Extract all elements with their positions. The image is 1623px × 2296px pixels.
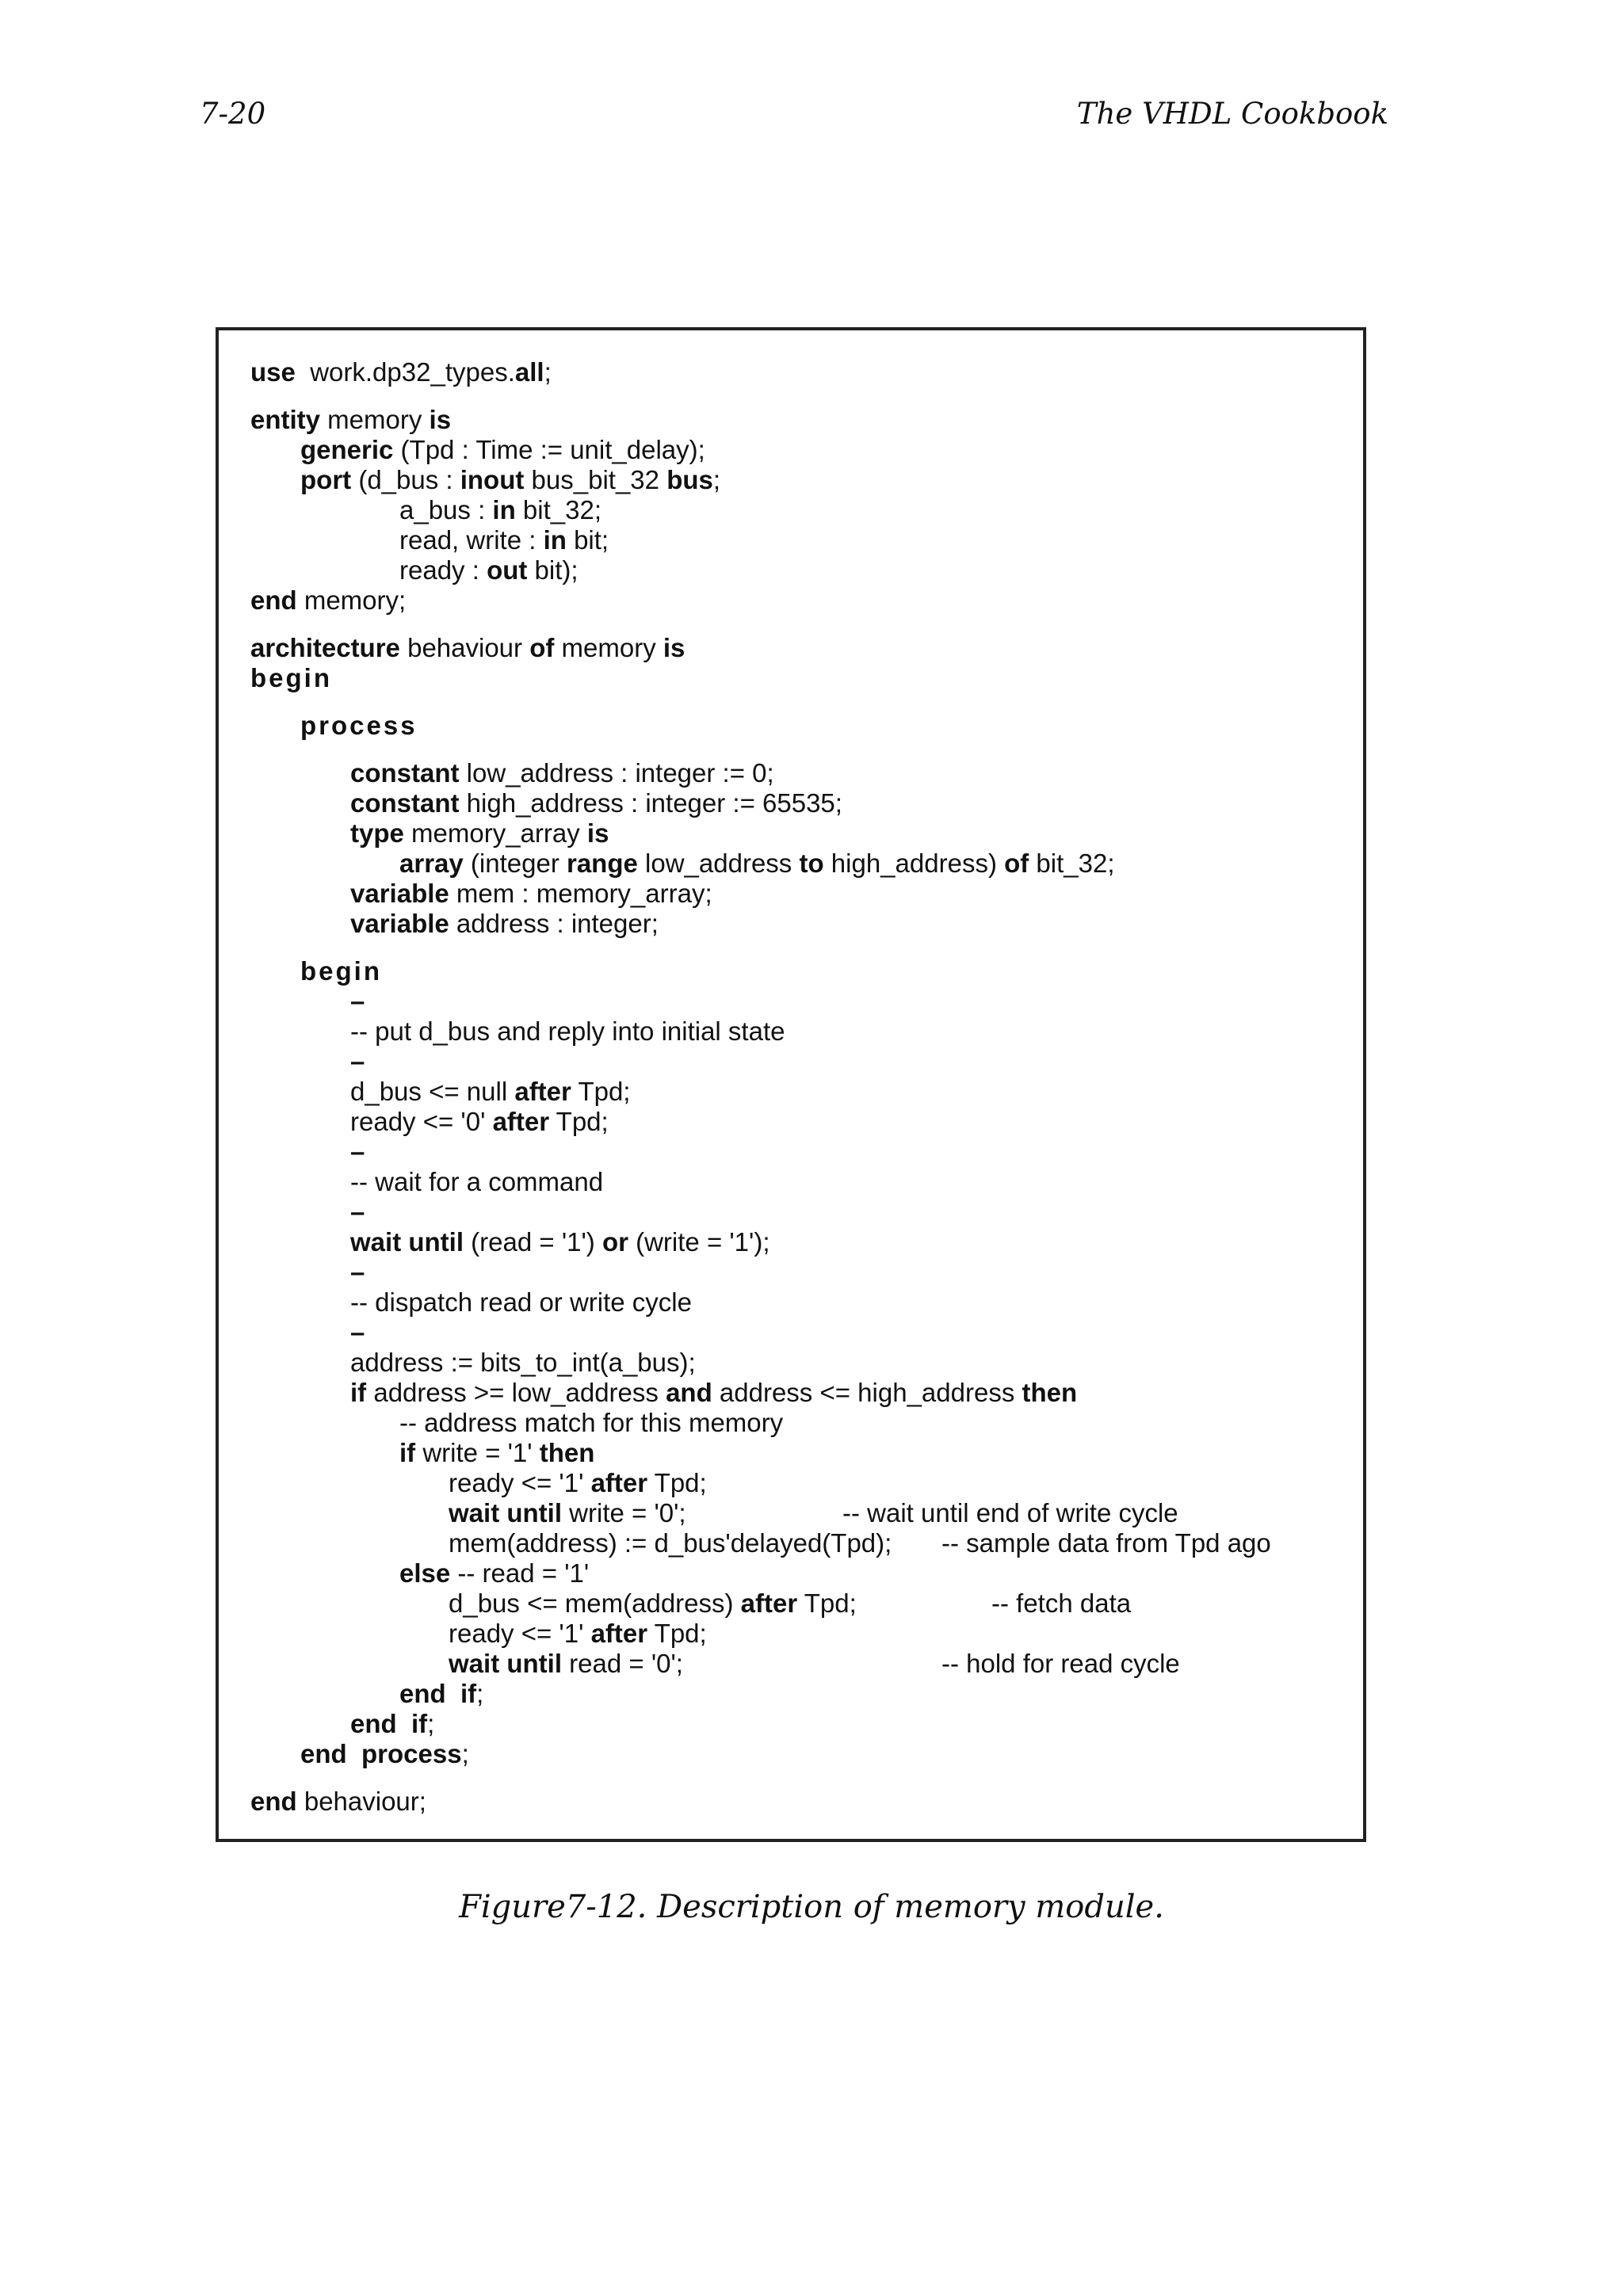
code-line: ready <= '0' after Tpd; bbox=[350, 1107, 609, 1136]
code-line: read, write : in bit; bbox=[399, 525, 609, 555]
code-line: ready : out bit); bbox=[399, 555, 579, 585]
code-line: process bbox=[300, 711, 418, 740]
code-listing-box bbox=[216, 327, 1366, 1842]
code-line: variable address : integer; bbox=[350, 909, 659, 938]
code-line: end memory; bbox=[250, 585, 407, 615]
code-comment: -- address match for this memory bbox=[399, 1408, 784, 1437]
code-line: begin bbox=[250, 663, 332, 692]
code-line: constant high_address : integer := 65535; bbox=[350, 788, 842, 818]
code-line: wait until (read = '1') or (write = '1'); bbox=[350, 1227, 770, 1257]
code-line: array (integer range low_address to high_address) of bit_32; bbox=[399, 849, 1115, 878]
code-comment: -- sample data from Tpd ago bbox=[941, 1528, 1271, 1558]
code-comment: -- hold for read cycle bbox=[941, 1649, 1180, 1678]
code-comment: -- wait for a command bbox=[350, 1167, 604, 1196]
code-line: a_bus : in bit_32; bbox=[399, 495, 601, 524]
code-line: mem(address) := d_bus'delayed(Tpd); bbox=[449, 1528, 892, 1558]
code-line: end process; bbox=[300, 1739, 469, 1768]
code-line: wait until write = '0'; bbox=[449, 1498, 686, 1527]
code-line: end if; bbox=[399, 1679, 484, 1708]
code-line: end behaviour; bbox=[250, 1787, 426, 1816]
code-comment: -- put d_bus and reply into initial state bbox=[350, 1016, 785, 1046]
code-line: – bbox=[350, 1137, 365, 1166]
code-line: port (d_bus : inout bus_bit_32 bus; bbox=[300, 465, 721, 494]
code-line: wait until read = '0'; bbox=[449, 1649, 683, 1678]
code-line: begin bbox=[300, 956, 382, 986]
page-number: 7-20 bbox=[200, 97, 266, 131]
code-line: generic (Tpd : Time := unit_delay); bbox=[300, 435, 705, 464]
code-line: entity memory is bbox=[250, 405, 452, 434]
code-line: address := bits_to_int(a_bus); bbox=[350, 1348, 696, 1377]
page-header bbox=[200, 97, 1388, 138]
code-comment: -- dispatch read or write cycle bbox=[350, 1287, 692, 1317]
code-line: else -- read = '1' bbox=[399, 1558, 590, 1588]
vhdl-code bbox=[219, 357, 1363, 1831]
code-comment: -- fetch data bbox=[991, 1589, 1132, 1618]
code-comment: -- wait until end of write cycle bbox=[842, 1498, 1178, 1527]
code-line: end if; bbox=[350, 1709, 435, 1738]
code-line: type memory_array is bbox=[350, 818, 609, 848]
book-title: The VHDL Cookbook bbox=[1076, 97, 1388, 131]
code-line: – bbox=[350, 1318, 365, 1347]
code-line: d_bus <= null after Tpd; bbox=[350, 1077, 631, 1106]
code-line: if write = '1' then bbox=[399, 1438, 595, 1467]
code-line: use work.dp32_types.all; bbox=[250, 357, 552, 387]
code-line: ready <= '1' after Tpd; bbox=[449, 1468, 707, 1497]
code-line: – bbox=[350, 1257, 365, 1287]
code-line: variable mem : memory_array; bbox=[350, 879, 712, 908]
code-line: d_bus <= mem(address) after Tpd; bbox=[449, 1589, 857, 1618]
code-line: – bbox=[350, 986, 365, 1016]
code-line: if address >= low_address and address <= high_address then bbox=[350, 1378, 1078, 1407]
figure-caption: Figure7-12. Description of memory module. bbox=[459, 1889, 1164, 1925]
code-line: constant low_address : integer := 0; bbox=[350, 758, 774, 788]
code-line: architecture behaviour of memory is bbox=[250, 633, 685, 662]
code-line: ready <= '1' after Tpd; bbox=[449, 1619, 707, 1648]
code-line: – bbox=[350, 1197, 365, 1226]
code-line: – bbox=[350, 1047, 365, 1076]
